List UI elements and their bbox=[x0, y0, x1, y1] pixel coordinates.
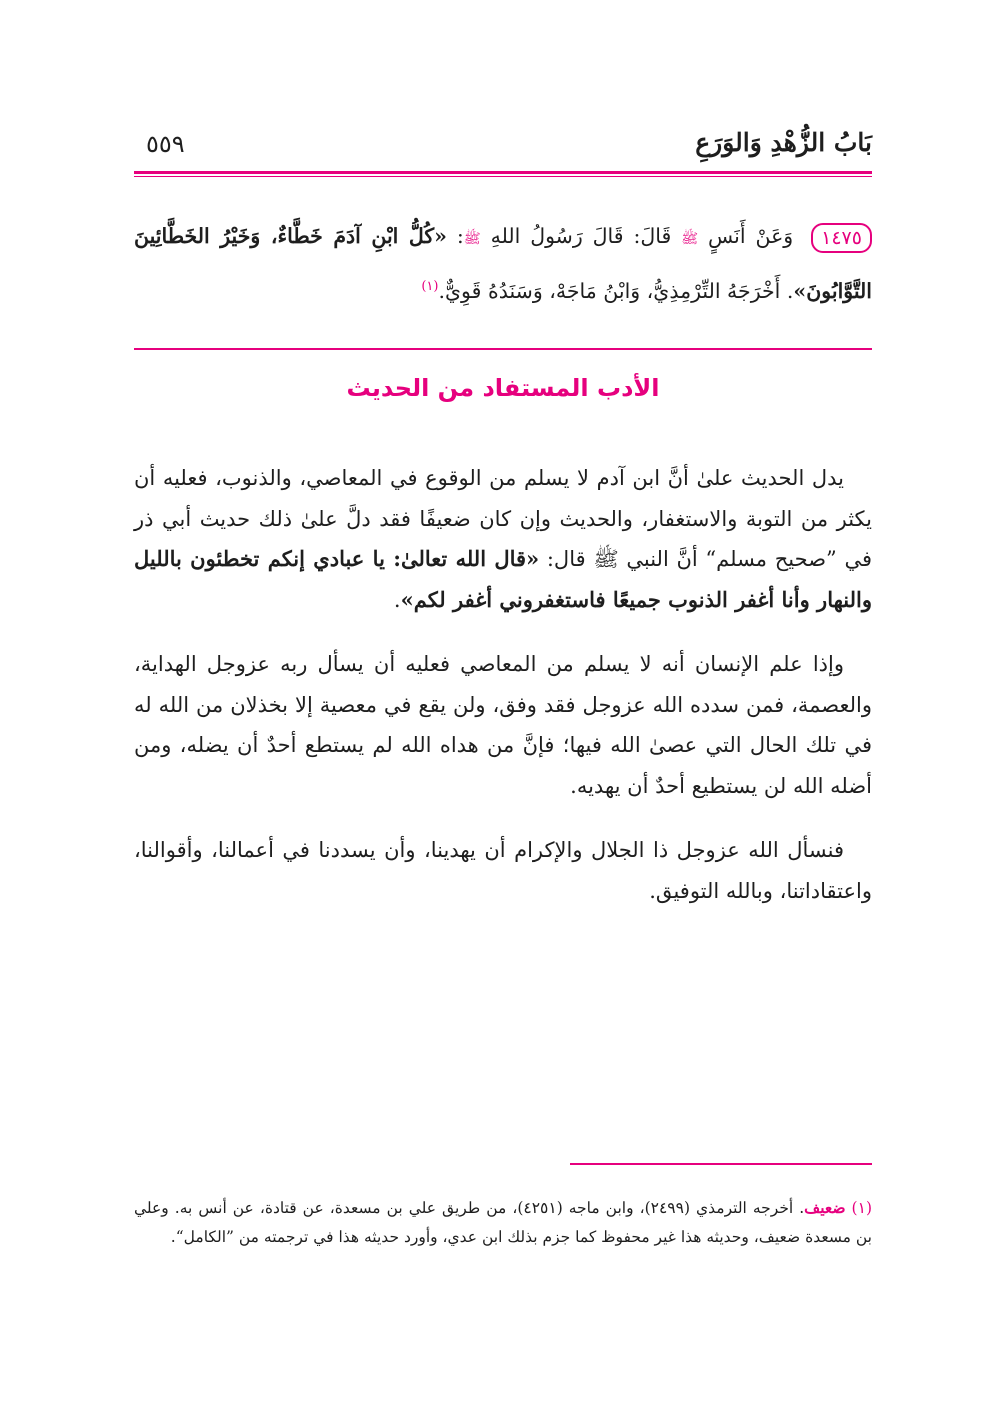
header-rule-thin bbox=[134, 176, 872, 177]
page-header bbox=[134, 128, 872, 168]
hadith-quote: «كُلُّ ابْنِ آدَمَ خَطَّاءٌ، وَخَيْرُ الخَطَّائِينَ التَّوَّابُونَ» bbox=[134, 224, 872, 303]
section-heading: الأدب المستفاد من الحديث bbox=[346, 374, 660, 402]
paragraph-1-end: . bbox=[393, 587, 401, 612]
paragraph-1 bbox=[134, 458, 872, 620]
paragraph-3: فنسأل الله عزوجل ذا الجلال والإكرام أن يهدينا، وأن يسددنا في أعمالنا، وأقوالنا، واعتقاداتنا، وبالله التوفيق. bbox=[134, 838, 872, 903]
header-rule-thick bbox=[134, 171, 872, 174]
hadith-colon: : bbox=[456, 224, 464, 248]
prophet-honorific-icon: ﷺ bbox=[463, 231, 481, 247]
hadith-said: قَالَ: قَالَ رَسُولُ اللهِ bbox=[490, 224, 672, 248]
hadith-source: . أَخْرَجَهُ التِّرْمِذِيُّ، وَابْنُ مَاجَهْ، وَسَنَدُهُ قَوِيٌّ. bbox=[438, 278, 794, 303]
footnote-divider bbox=[570, 1163, 872, 1165]
hadith-number-badge: ١٤٧٥ bbox=[811, 223, 872, 253]
section-divider bbox=[134, 348, 872, 350]
chapter-title: بَابُ الزُّهْدِ وَالوَرَعِ bbox=[695, 128, 872, 157]
commentary-body bbox=[134, 458, 872, 935]
page-number: ٥٥٩ bbox=[146, 130, 185, 158]
companion-honorific-icon: ﷺ bbox=[681, 231, 699, 247]
footnote-text: . أخرجه الترمذي (٢٤٩٩)، وابن ماجه (٤٢٥١)، من طريق علي بن مسعدة، عن قتادة، عن أنس به. وعلي بن مسعدة ضعيف، وحديثه هذا غير محفوظ كما جزم بذلك ابن عدي، وأورد حديثه هذا في ترجمته من ”الكامل“. bbox=[134, 1199, 872, 1246]
hadith-intro: وَعَنْ أَنَسٍ bbox=[708, 224, 794, 248]
footnote bbox=[134, 1193, 872, 1252]
footnote-number: (١) bbox=[851, 1199, 872, 1217]
footnote-reference[interactable]: (١) bbox=[421, 279, 439, 294]
paragraph-2: وإذا علم الإنسان أنه لا يسلم من المعاصي فعليه أن يسأل ربه عزوجل الهداية، والعصمة، فمن سدده الله عزوجل فقد وفق، ولن يقع في معصية إلا بخذلان من الله له في تلك الحال التي عصىٰ الله فيها؛ فإنَّ من هداه الله لم يستطع أحدٌ أن يضله، ومن أضله الله لن يستطيع أحدٌ أن يهديه. bbox=[134, 652, 872, 798]
hadith-block bbox=[134, 213, 872, 315]
paragraph-1-text: يدل الحديث علىٰ أنَّ ابن آدم لا يسلم من الوقوع في المعاصي، والذنوب، فعليه أن يكثر من التوبة والاستغفار، والحديث وإن كان ضعيفًا فقد دلَّ علىٰ ذلك حديث أبي ذر في ”صحيح مسلم“ أنَّ النبي ﷺ قال: bbox=[134, 466, 873, 571]
paragraph-1-quote: «قال الله تعالىٰ: يا عبادي إنكم تخطئون بالليل والنهار وأنا أغفر الذنوب جميعًا فاستغفروني أغفر لكم» bbox=[134, 546, 872, 612]
footnote-grade: ضعيف bbox=[804, 1198, 846, 1217]
